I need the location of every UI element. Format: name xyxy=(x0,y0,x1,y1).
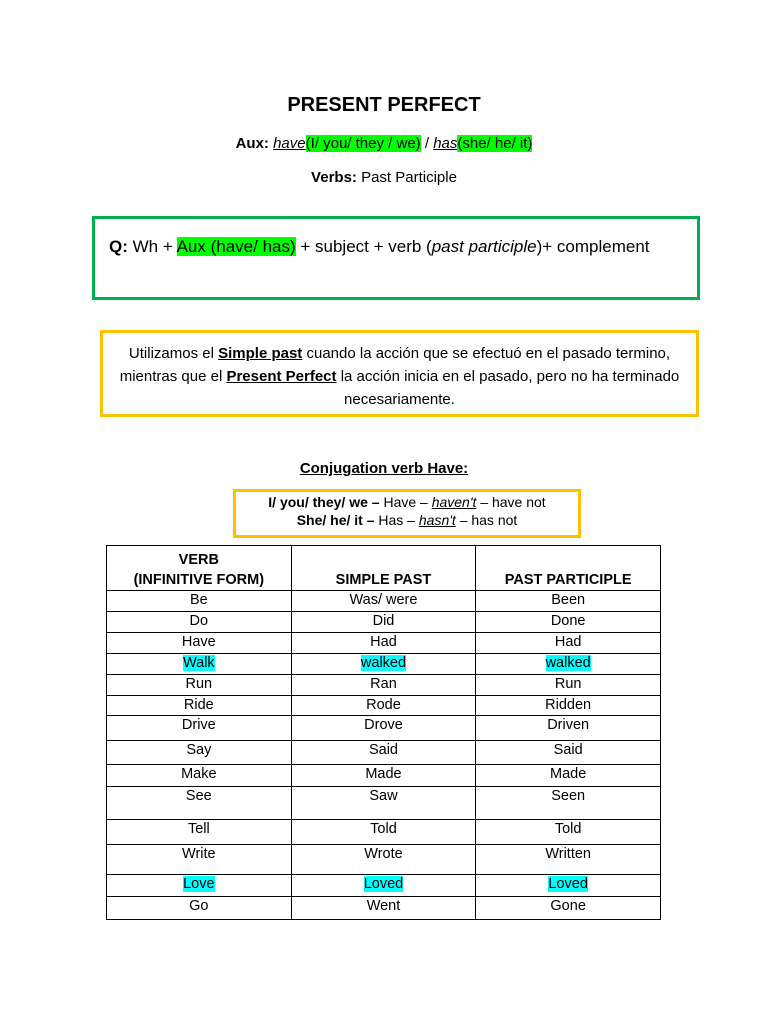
table-cell xyxy=(107,612,292,633)
cell-text: Drove xyxy=(364,717,403,733)
cell-text: Loved xyxy=(363,876,404,892)
table-cell xyxy=(107,787,292,820)
aux-have-subjects: (I/ you/ they / we) xyxy=(305,135,421,152)
table-cell xyxy=(291,633,476,654)
table-cell xyxy=(476,675,661,696)
header-infinitive xyxy=(107,546,292,591)
table-cell xyxy=(291,591,476,612)
conj-subject-1: I/ you/ they/ we – xyxy=(268,494,380,510)
table-row xyxy=(107,820,661,845)
conj-negative-2: hasn't xyxy=(418,512,456,528)
table-cell xyxy=(476,696,661,716)
table-row xyxy=(107,591,661,612)
table-cell xyxy=(476,612,661,633)
cell-text: Walk xyxy=(182,655,215,671)
question-part3: )+ complement xyxy=(536,237,650,256)
table-cell xyxy=(107,696,292,716)
cell-text: Had xyxy=(370,634,397,650)
cell-text: Go xyxy=(189,898,209,914)
question-label: Q: xyxy=(109,237,128,256)
page-title: PRESENT PERFECT xyxy=(287,94,481,116)
table-cell xyxy=(107,633,292,654)
cell-text: Run xyxy=(554,676,582,692)
conj-form-2: Has – xyxy=(378,512,415,528)
conj-subject-2: She/ he/ it – xyxy=(296,512,375,528)
conjugation-line-plural xyxy=(236,493,578,511)
table-cell xyxy=(476,875,661,897)
cell-text: Tell xyxy=(187,821,210,837)
header-infinitive-text: VERB (INFINITIVE FORM) xyxy=(133,552,265,588)
cell-text: Had xyxy=(554,634,582,650)
cell-text: Rode xyxy=(366,697,401,713)
cell-text: Drive xyxy=(181,717,216,733)
table-row xyxy=(107,765,661,787)
table-cell xyxy=(107,845,292,875)
cell-text: Love xyxy=(183,876,215,892)
table-row xyxy=(107,897,661,920)
cell-text: Driven xyxy=(547,717,590,733)
conj-full-1: – have not xyxy=(480,494,546,510)
conjugation-title: Conjugation verb Have: xyxy=(299,460,469,477)
table-cell xyxy=(291,787,476,820)
usage-note-box xyxy=(100,330,699,417)
cell-text: Wrote xyxy=(364,846,403,862)
cell-text: Said xyxy=(553,742,583,758)
note-present-perfect: Present Perfect xyxy=(226,368,337,385)
cell-text: Ridden xyxy=(545,697,592,713)
cell-text: walked xyxy=(360,655,407,671)
conjugation-box xyxy=(233,489,581,538)
cell-text: Write xyxy=(182,846,216,862)
table-cell xyxy=(291,716,476,741)
cell-text: Said xyxy=(368,742,398,758)
table-cell xyxy=(107,741,292,765)
table-cell xyxy=(476,787,661,820)
note-simple-past: Simple past xyxy=(218,345,303,362)
aux-separator: / xyxy=(424,135,430,152)
cell-text: Been xyxy=(551,592,586,608)
table-row xyxy=(107,741,661,765)
question-formula-box xyxy=(92,216,700,300)
conj-negative-1: haven't xyxy=(431,494,477,510)
table-cell xyxy=(291,875,476,897)
table-row xyxy=(107,875,661,897)
aux-have: have xyxy=(273,135,306,152)
cell-text: Went xyxy=(366,898,401,914)
verbs-line xyxy=(0,169,768,186)
cell-text: Was/ were xyxy=(349,592,418,608)
table-cell xyxy=(107,765,292,787)
table-cell xyxy=(107,820,292,845)
aux-has: has xyxy=(433,135,458,152)
cell-text: Written xyxy=(545,846,591,862)
table-cell xyxy=(476,765,661,787)
cell-text: Made xyxy=(365,766,402,782)
cell-text: Told xyxy=(370,821,397,837)
table-cell xyxy=(107,716,292,741)
aux-line xyxy=(0,135,768,152)
question-part1: Wh + xyxy=(132,237,173,256)
verb-table xyxy=(106,545,661,920)
table-cell xyxy=(291,741,476,765)
table-row xyxy=(107,845,661,875)
conj-full-2: – has not xyxy=(459,512,518,528)
header-simple-past: SIMPLE PAST xyxy=(291,546,476,591)
cell-text: Seen xyxy=(551,788,586,804)
verbs-value: Past Participle xyxy=(361,169,457,186)
cell-text: Saw xyxy=(369,788,398,804)
cell-text: Gone xyxy=(550,898,586,914)
table-cell xyxy=(476,633,661,654)
table-row xyxy=(107,675,661,696)
table-row xyxy=(107,633,661,654)
cell-text: Did xyxy=(372,613,395,629)
note-text-3: la acción inicia en el pasado, pero no ha terminado necesariamente. xyxy=(340,368,680,408)
verbs-label: Verbs: xyxy=(311,169,357,186)
table-cell xyxy=(291,654,476,675)
conj-form-1: Have – xyxy=(383,494,428,510)
table-row xyxy=(107,787,661,820)
cell-text: Be xyxy=(189,592,208,608)
cell-text: Ran xyxy=(370,676,397,692)
question-part2: + subject + verb ( xyxy=(300,237,432,256)
table-cell xyxy=(291,765,476,787)
cell-text: Run xyxy=(185,676,213,692)
cell-text: Ride xyxy=(183,697,214,713)
question-past-participle: past participle xyxy=(431,237,537,256)
cell-text: Have xyxy=(181,634,216,650)
table-row xyxy=(107,612,661,633)
cell-text: Say xyxy=(186,742,212,758)
table-cell xyxy=(107,591,292,612)
table-cell xyxy=(291,897,476,920)
note-text-1: Utilizamos el xyxy=(128,345,214,362)
question-aux: Aux (have/ has) xyxy=(176,237,296,256)
table-row xyxy=(107,696,661,716)
table-cell xyxy=(291,845,476,875)
table-cell xyxy=(476,820,661,845)
cell-text: See xyxy=(185,788,212,804)
table-cell xyxy=(107,654,292,675)
aux-label: Aux: xyxy=(235,135,269,152)
table-cell xyxy=(291,675,476,696)
table-row xyxy=(107,654,661,675)
cell-text: Done xyxy=(550,613,586,629)
aux-has-subjects: (she/ he/ it) xyxy=(457,135,533,152)
header-past-participle: PAST PARTICIPLE xyxy=(476,546,661,591)
cell-text: Loved xyxy=(548,876,588,892)
table-cell xyxy=(476,741,661,765)
table-cell xyxy=(476,716,661,741)
table-body xyxy=(107,591,661,920)
cell-text: Told xyxy=(554,821,582,837)
table-cell xyxy=(291,820,476,845)
cell-text: walked xyxy=(545,655,591,671)
table-cell xyxy=(476,654,661,675)
table-cell xyxy=(107,875,292,897)
table-cell xyxy=(291,696,476,716)
note-text-2: cuando la acción que se efectuó en el pasado termino, mientras que el xyxy=(119,345,671,385)
table-cell xyxy=(107,675,292,696)
table-cell xyxy=(476,591,661,612)
table-row xyxy=(107,716,661,741)
table-header-row xyxy=(107,546,661,591)
table-cell xyxy=(107,897,292,920)
table-cell xyxy=(291,612,476,633)
table-cell xyxy=(476,897,661,920)
conjugation-line-singular xyxy=(236,511,578,529)
table-cell xyxy=(476,845,661,875)
cell-text: Do xyxy=(189,613,209,629)
cell-text: Made xyxy=(550,766,587,782)
cell-text: Make xyxy=(181,766,217,782)
